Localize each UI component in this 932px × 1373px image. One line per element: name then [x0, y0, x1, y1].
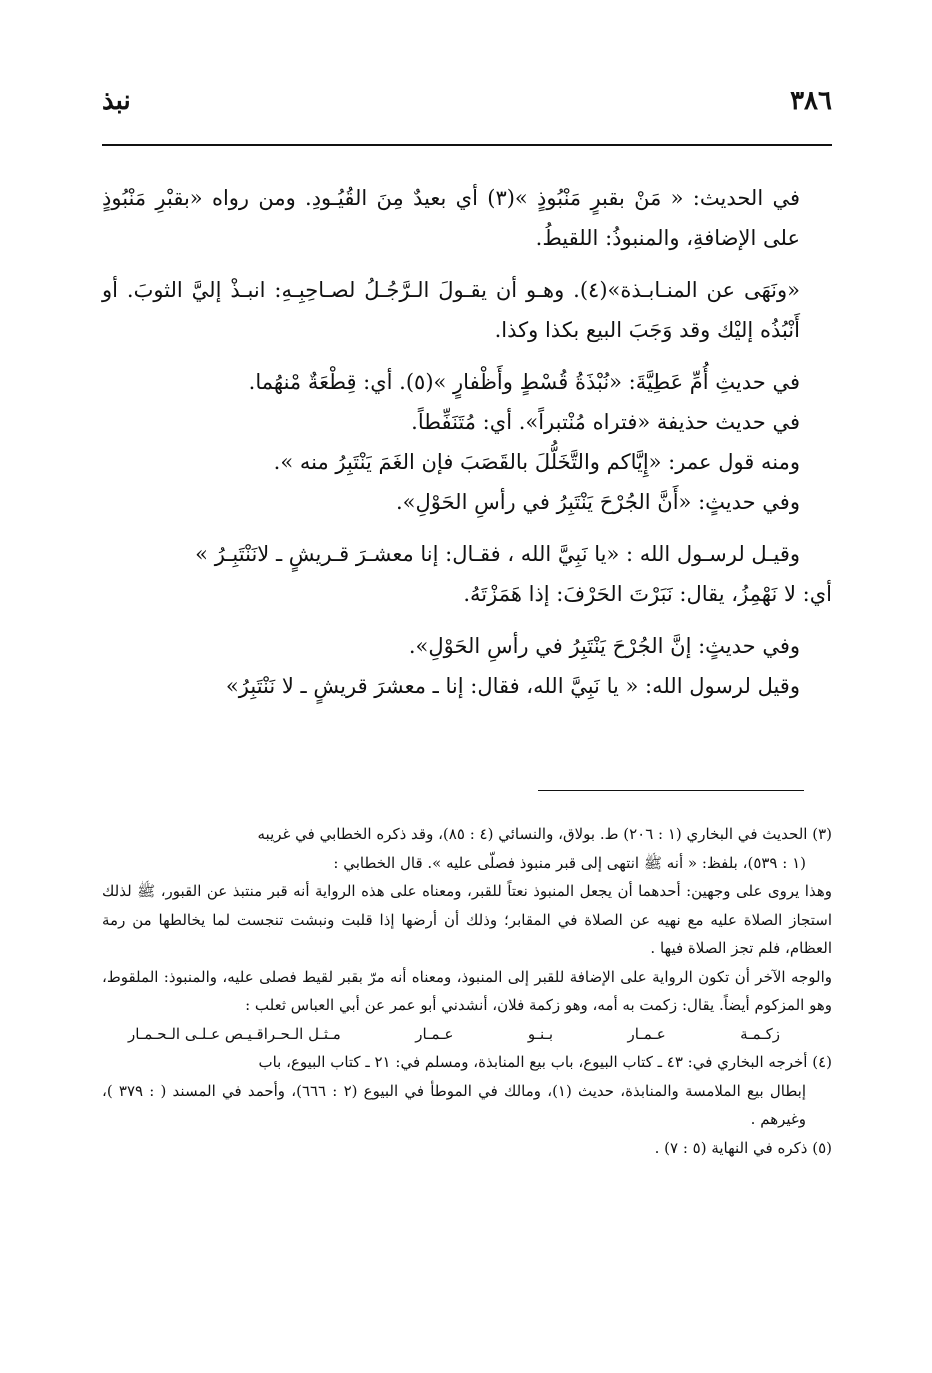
verse-word: بـنـو — [527, 1024, 554, 1043]
header-rule — [102, 144, 832, 146]
main-text — [102, 178, 832, 706]
footnotes — [102, 820, 832, 1162]
footnote-3-para2: وهذا يروى على وجهين: أحدهما أن يجعل المنبوذ نعتاً للقبر، ومعناه على هذه الرواية أنه قبر منتبذ عن القبور، ﷺ لذلك استجاز الصلاة عليه مع نهيه عن الصلاة في المقابر؛ وذلك أن أرضها إذا قلبت ونبشت تنجست لما يخالطها من رمة العظام، فلم تجز الصلاة فيها . — [102, 882, 832, 957]
footnote-5: (٥) ذكره في النهاية (٥ : ٧) . — [654, 1138, 832, 1157]
verse-word: مـثـل الـحـراقـيـص عـلـى الـحـمـار — [128, 1024, 341, 1043]
footnote-separator — [538, 790, 804, 791]
footnote-verse — [102, 1020, 832, 1049]
page-number: ٣٨٦ — [790, 86, 832, 116]
footnote-4-line1: (٤) أخرجه البخاري في: ٤٣ ـ كتاب البيوع، باب بيع المنابذة، ومسلم في: ٢١ ـ كتاب البيوع، باب — [258, 1053, 832, 1071]
verse-word: عـمـار — [415, 1024, 454, 1043]
footnote-3-line2: (١ : ٥٣٩)، بلفظ: « أنه ﷺ انتهى إلى قبر منبوذ فصلّى عليه ». قال الخطابي : — [333, 853, 806, 872]
verse-word: زكـمـة — [740, 1024, 780, 1043]
verse-word: عـمـار — [627, 1024, 666, 1043]
entry-line-quraysh-repeat: وقيل لرسول الله: « يا نَبِيَّ الله، فقال: إنا ـ معشرَ قريشٍ ـ لا نَنْتَبِرُ» — [225, 674, 800, 698]
footnote-3-line1: (٣) الحديث في البخاري (١ : ٢٠٦) ط. بولاق، والنسائي (٤ : ٨٥)، وقد ذكره الخطابي في غريبه — [257, 825, 832, 843]
entry-paragraph-manbudh: في الحديث: « مَنْ بقبرٍ مَنْبُوذٍ »(٣) أي بعيدٌ مِنَ القُيُـودِ. ومن رواه «بقبْرِ مَنْبُوذٍ على الإضافةِ، والمنبوذُ: اللقيطُ. — [102, 186, 800, 250]
entry-line-umm-atiyya: في حديثِ أُمِّ عَطِيَّةَ: «نُبْذَةُ قُسْطٍ وأَظْفارٍ »(٥). أي: قِطْعَةٌ مْنهُما. — [248, 370, 800, 394]
root-word-heading: نبذ — [102, 86, 131, 116]
footnote-3-para3: والوجه الآخر أن تكون الرواية على الإضافة للقبر إلى المنبوذ، ومعناه أنه مرّ بقبر لقيط فصلى عليه، والمنبوذ: الملقوط، وهو المزكوم أيضاً. يقال: زكمت به أمه، وهو زكمة فلان، أنشدني أبو عمر عن أبي العباس ثعلب : — [102, 967, 832, 1014]
entry-line-hudhayfa: في حديث حذيفة «فتراه مُنْتبراً». أي: مُتَنَفِّطاً. — [411, 410, 800, 434]
entry-line-jurh: وفي حديثٍ: «أَنَّ الجُرْحَ يَنْتَبِرُ في رأسِ الحَوْلِ». — [395, 490, 800, 514]
entry-line-hamz: أي: لا نَهْمِزُ، يقال: نَبَرْتَ الحَرْفَ: إذا هَمَزْتَهُ. — [463, 582, 832, 606]
footnote-4-cont: إبطال بيع الملامسة والمنابذة، حديث (١)، ومالك في الموطأ في البيوع (٢ : ٦٦٦)، وأحمد في المسند ( : ٣٧٩ )، وغيرهم . — [102, 1081, 806, 1128]
page-header — [102, 86, 832, 126]
entry-line-jurh-repeat: وفي حديثٍ: إنَّ الجُرْحَ يَنْتَبِرُ في رأسِ الحَوْلِ». — [408, 634, 800, 658]
entry-paragraph-munabadha: «ونَهَى عن المنـابـذة»(٤). وهـو أن يقـولَ الـرَّجُـلُ لصـاحِبِـهِ: انبـذْ إليَّ الثوبَ. أو أَنْبُذُه إليْك وقد وَجَبَ البيع بكذا وكذا. — [102, 278, 800, 342]
entry-line-quraysh: وقيـل لرسـول الله : «يا نَبِيَّ الله ، فقـال: إنا معشـرَ قـريشٍ ـ لانَنْتَبِـرُ » — [195, 542, 800, 566]
entry-line-umar: ومنه قول عمر: «إِيَّاكم والتَّخَلُّلَ بالقَصَبَ فإن الغَمَ يَنْتَبِرُ منه ». — [273, 450, 800, 474]
